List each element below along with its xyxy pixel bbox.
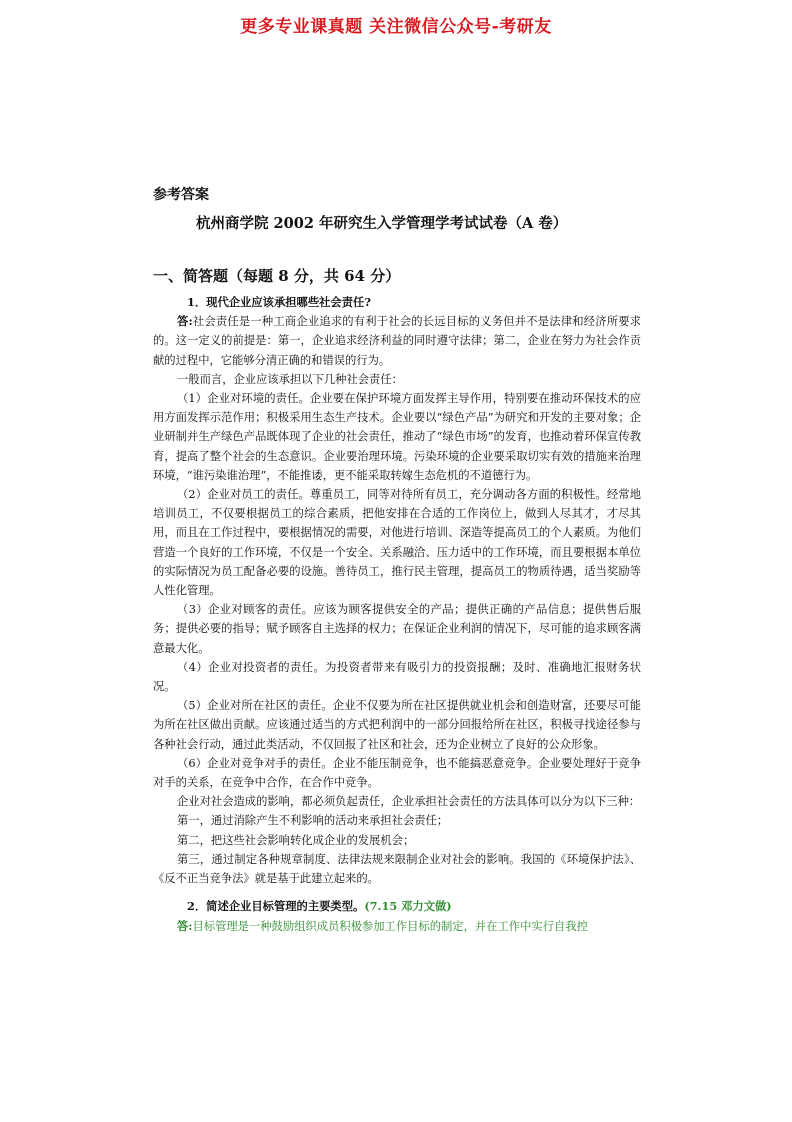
method-item: 第一，通过消除产生不利影响的活动来承担社会责任； xyxy=(177,814,449,828)
responsibility-item: （6）企业对竞争对手的责任。企业不能压制竞争，也不能搞恶意竞争。企业要处理好于竞争对手的关系，在竞争中合作，在合作中竞争。 xyxy=(153,756,641,790)
methods-intro: 企业对社会造成的影响，都必须负起责任，企业承担社会责任的方法具体可以分为以下三种： xyxy=(177,795,641,809)
document-body xyxy=(153,293,641,936)
answer-1-intro xyxy=(153,312,641,370)
answer-label: 答: xyxy=(177,918,193,933)
question-2 xyxy=(153,897,641,916)
responsibility-item: （3）企业对顾客的责任。应该为顾客提供安全的产品；提供正确的产品信息；提供售后服务；提供必要的指导；赋予顾客自主选择的权力；在保证企业利润的情况下，尽可能的追求顾客满意最大化。 xyxy=(153,603,641,655)
question-2-text: 2．简述企业目标管理的主要类型。 xyxy=(187,899,365,914)
answer-2-text: 目标管理是一种鼓励组织成员积极参加工作目标的制定，并在工作中实行自我控 xyxy=(192,919,588,933)
answer-2 xyxy=(153,917,641,936)
method-item: 第三，通过制定各种规章制度、法律法规来限制企业对社会的影响。我国的《环境保护法》、《反不正当竞争法》就是基于此建立起来的。 xyxy=(153,852,641,886)
method-item: 第二，把这些社会影响转化成企业的发展机会； xyxy=(177,833,415,847)
exam-title: 杭州商学院 2002 年研究生入学管理学考试试卷（A 卷） xyxy=(196,215,568,232)
responsibility-item: （5）企业对所在社区的责任。企业不仅要为所在社区提供就业机会和创造财富，还要尽可能为所在社区做出贡献。应该通过适当的方式把利润中的一部分回报给所在社区，积极寻找途径参与各种社会行动，通过此类活动，不仅回报了社区和社会，还为企业树立了良好的公众形象。 xyxy=(153,699,641,751)
reference-answer-label: 参考答案 xyxy=(153,187,209,203)
author-note: (7.15 邓力文做) xyxy=(364,899,452,914)
responsibility-item: （1）企业对环境的责任。企业要在保护环境方面发挥主导作用，特别要在推动环保技术的应用方面发挥示范作用；积极采用生态生产技术。企业要以“绿色产品”为研究和开发的主要对象；企业研制并生产绿色产品既体现了企业的社会责任，推动了“绿色市场”的发育，也推动着环保宣传教育，提高了整个社会的生态意识。企业要治理环境。污染环境的企业要采取切实有效的措施来治理环境，“谁污染谁治理”，不能推诿，更不能采取转嫁生态危机的不道德行为。 xyxy=(153,392,641,482)
responsibility-item: （4）企业对投资者的责任。为投资者带来有吸引力的投资报酬；及时、准确地汇报财务状况。 xyxy=(153,660,641,694)
answer-1-general: 一般而言，企业应该承担以下几种社会责任： xyxy=(177,372,403,386)
promo-banner: 更多专业课真题 关注微信公众号-考研友 xyxy=(240,17,552,37)
answer-label: 答: xyxy=(177,314,193,329)
answer-1-text: 社会责任是一种工商企业追求的有利于社会的长远目标的义务但并不是法律和经济所要求的。这一定义的前提是：第一，企业追求经济利益的同时遵守法律；第二，企业在努力为社会作贡献的过程中，它能够分清正确的和错误的行为。 xyxy=(153,315,641,367)
section-heading: 一、简答题（每题 8 分，共 64 分） xyxy=(153,267,401,285)
responsibility-item: （2）企业对员工的责任。尊重员工，同等对待所有员工，充分调动各方面的积极性。经常地培训员工，不仅要根据员工的综合素质，把他安排在合适的工作岗位上，做到人尽其才，才尽其用，而且在工作过程中，要根据情况的需要，对他进行培训、深造等提高员工的个人素质。为他们营造一个良好的工作环境，不仅是一个安全、关系融洽、压力适中的工作环境，而且要根据本单位的实际情况为员工配备必要的设施。善待员工，推行民主管理，提高员工的物质待遇，适当奖励等人性化管理。 xyxy=(153,488,641,598)
question-1: 1．现代企业应该承担哪些社会责任? xyxy=(187,295,371,309)
